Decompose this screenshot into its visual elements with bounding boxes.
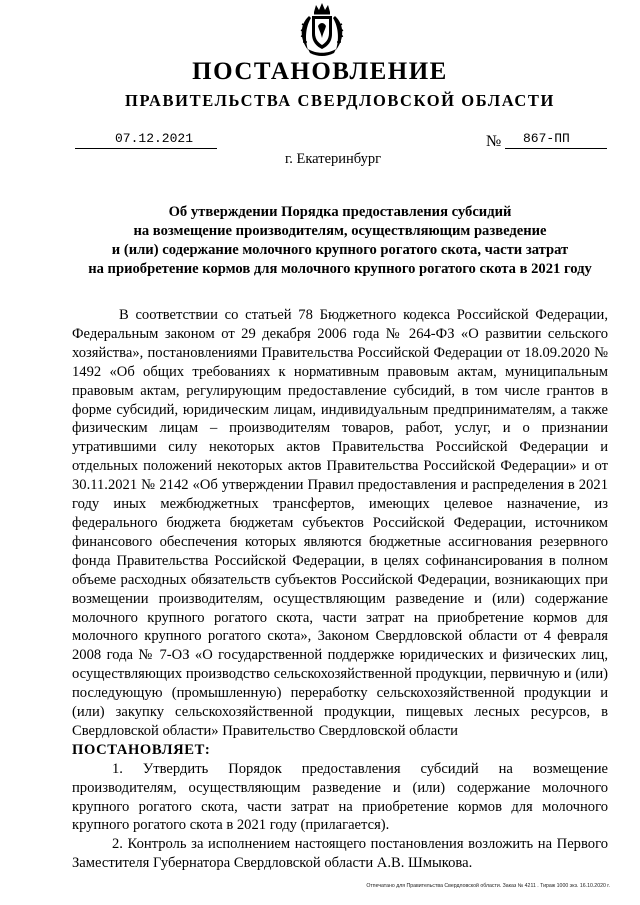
- document-title-line: и (или) содержание молочного крупного рогатого скота, части затрат: [111, 242, 569, 258]
- document-title-line: Об утверждении Порядка предоставления субсидий: [168, 204, 512, 220]
- resolution-item: 2. Контроль за исполнением настоящего постановления возложить на Первого Заместителя Губернатора Свердловской области А.В. Шмыкова.: [72, 836, 608, 872]
- resolution-item: 1. Утвердить Порядок предоставления субсидий на возмещение производителям, осуществляющим разведение и (или) содержание молочного крупного рогатого скота, части затрат на приобретение кормов для молочного крупного рогатого скота в 2021 году (прилагается).: [72, 760, 608, 834]
- preamble-paragraph: В соответствии со статьей 78 Бюджетного кодекса Российской Федерации, Федеральным законом от 29 декабря 2006 года № 264-ФЗ «О развитии сельского хозяйства», постановлениями Правительства Российской Федерации от 18.09.2020 № 1492 «Об общих требованиях к нормативным правовым актам, муниципальным правовым актам, регулирующим предоставление субсидий, в том числе грантов в форме субсидий, юридическим лицам, индивидуальным предпринимателям, а также физическим лицам – производителям товаров, работ, услуг, и о признании утратившими силу некоторых актов Правительства Российской Федерации и отдельных положений некоторых актов Правительства Российской Федерации» и от 30.11.2021 № 2142 «Об утверждении Правил предоставления и распределения в 2021 году иных межбюджетных трансфертов, имеющих целевое назначение, из федерального бюджета бюджетам субъектов Российской Федерации, источником финансового обеспечения которых являются бюджетные ассигнования резервного фонда Правительства Российской Федерации, в целях софинансирования в полном объеме расходных обязательств субъектов Российской Федерации, возникающих при возмещении производителям, осуществляющим разведение и (или) содержание молочного крупного рогатого скота, части затрат на приобретение кормов для молочного крупного рогатого скота», Законом Свердловской области от 4 февраля 2008 года № 7-ОЗ «О государственной поддержке юридических и физических лиц, осуществляющих производство сельскохозяйственной продукции, первичную и (или) последующую (промышленную) переработку сельскохозяйственной продукции и (или) закупку сельскохозяйственной продукции, пищевых лесных ресурсов, в Свердловской области» Правительство Свердловской области: [72, 307, 608, 739]
- document-date: 07.12.2021: [115, 131, 194, 146]
- issuer-subtitle: ПРАВИТЕЛЬСТВА СВЕРДЛОВСКОЙ ОБЛАСТИ: [125, 91, 555, 110]
- document-title-line: на приобретение кормов для молочного крупного рогатого скота в 2021 году: [88, 261, 592, 277]
- number-underline: [505, 148, 607, 149]
- print-footer: Отпечатано для Правительства Свердловской области. Заказ № 4211 . Тираж 1000 экз. 16.10.2020 г.: [366, 883, 610, 889]
- resolve-heading: ПОСТАНОВЛЯЕТ:: [72, 741, 211, 758]
- document-body: [72, 306, 608, 873]
- coat-of-arms-emblem: [296, 2, 348, 56]
- document-type-title: ПОСТАНОВЛЕНИЕ: [192, 58, 448, 85]
- city-label: г. Екатеринбург: [284, 151, 382, 167]
- number-sign: №: [486, 133, 502, 150]
- document-title-line: на возмещение производителям, осуществляющим разведение: [133, 223, 547, 239]
- document-title: [60, 203, 620, 279]
- date-underline: [75, 148, 217, 149]
- document-number: 867-ПП: [523, 131, 570, 146]
